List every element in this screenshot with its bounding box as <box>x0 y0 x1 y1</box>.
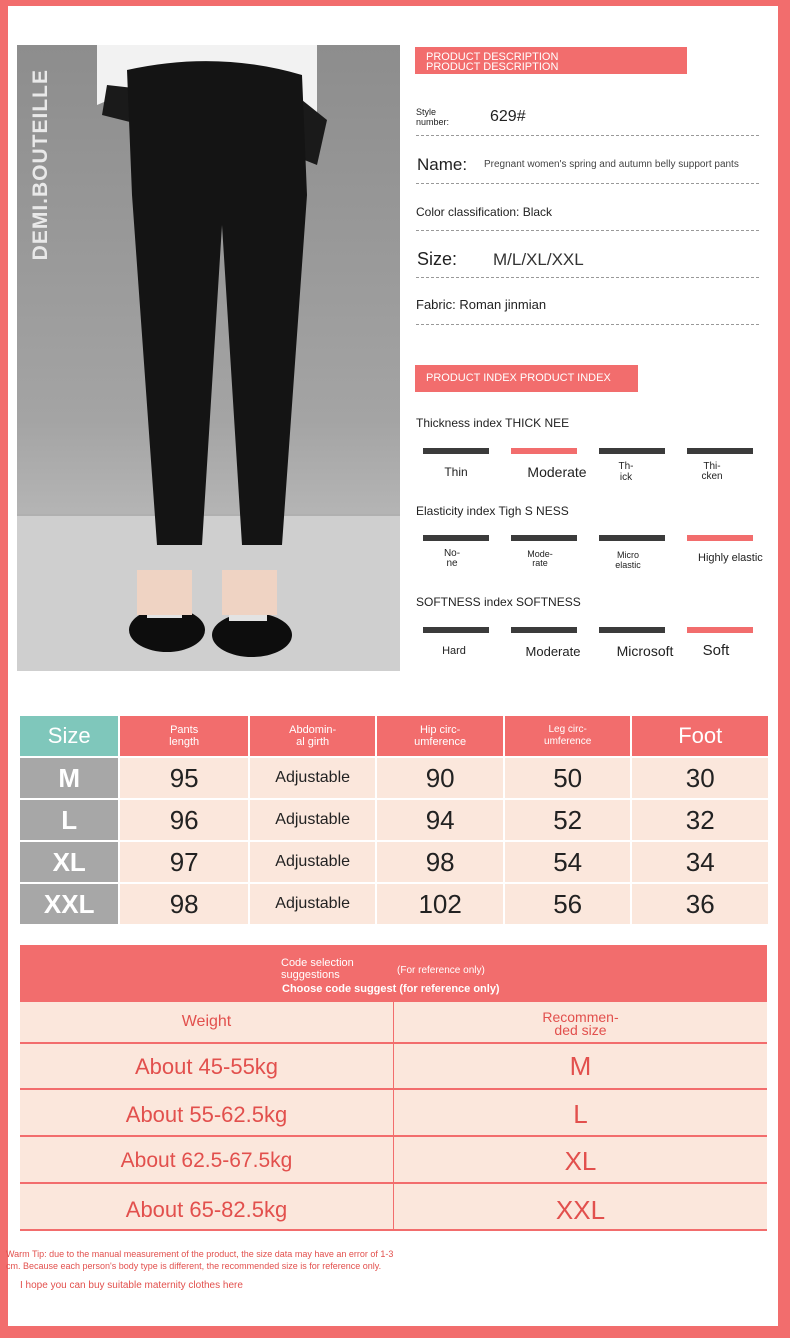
row-divider <box>20 1088 767 1090</box>
recommended-size-cell: M <box>569 1051 592 1081</box>
thickness-bar-thin <box>423 448 489 454</box>
leg-cell: 50 <box>505 758 631 798</box>
elasticity-bar-micro <box>599 535 665 541</box>
recommended-size-cell: L <box>573 1099 588 1129</box>
name-value: Pregnant women's spring and autumn belly support pants <box>484 159 739 170</box>
size-row <box>416 240 759 278</box>
softness-label-microsoft: Microsoft <box>616 643 674 659</box>
abdominal-girth-cell: Adjustable <box>250 800 376 840</box>
elasticity-index-title: Elasticity index Tigh S NESS <box>416 504 569 518</box>
header-pants-length: Pants length <box>120 716 248 756</box>
size-value: M/L/XL/XXL <box>493 250 584 269</box>
elasticity-bar-high <box>687 535 753 541</box>
code-reference-note: (For reference only) <box>397 965 485 976</box>
row-divider <box>20 1229 767 1231</box>
name-label: Name: <box>417 155 468 174</box>
size-label: Size: <box>417 249 458 269</box>
thickness-label-thick: Th- ick <box>618 461 634 483</box>
thickness-label-moderate: Moderate <box>527 464 587 480</box>
elasticity-label-none: No- ne <box>443 548 461 569</box>
softness-label-soft: Soft <box>702 642 730 659</box>
size-cell: XXL <box>20 884 118 924</box>
brand-watermark: DEMI.BOUTEILLE <box>29 69 52 261</box>
row-divider <box>20 1042 767 1044</box>
code-suggestion-header <box>20 945 767 1002</box>
model-illustration <box>17 45 400 671</box>
closing-note: I hope you can buy suitable maternity clothes here <box>20 1280 243 1291</box>
header-foot: Foot <box>632 716 768 756</box>
color-row <box>416 196 759 231</box>
softness-label-moderate: Moderate <box>525 644 581 659</box>
table-row <box>20 842 768 882</box>
row-divider <box>20 1135 767 1137</box>
hip-cell: 102 <box>377 884 503 924</box>
abdominal-girth-cell: Adjustable <box>250 842 376 882</box>
foot-cell: 36 <box>632 884 768 924</box>
pants-length-cell: 95 <box>120 758 248 798</box>
foot-cell: 30 <box>632 758 768 798</box>
thickness-label-thicken: Thi- cken <box>701 461 723 482</box>
leg-cell: 52 <box>505 800 631 840</box>
fabric-value: Fabric: Roman jinmian <box>416 297 547 312</box>
color-classification: Color classification: Black <box>416 205 553 219</box>
code-subtitle: Choose code suggest (for reference only) <box>282 983 500 995</box>
weight-column-header: Weight <box>181 1013 232 1030</box>
size-cell: L <box>20 800 118 840</box>
header-abdominal-girth: Abdomin- al girth <box>250 716 376 756</box>
code-suggestion-table <box>20 945 767 1231</box>
softness-bar-microsoft <box>599 627 665 633</box>
style-number-row <box>416 100 759 136</box>
leg-cell: 56 <box>505 884 631 924</box>
size-cell: XL <box>20 842 118 882</box>
weight-cell: About 62.5-67.5kg <box>120 1149 293 1172</box>
style-label: Style number: <box>416 107 450 127</box>
row-divider <box>20 1182 767 1184</box>
fabric-row <box>416 288 759 325</box>
size-table <box>18 714 770 926</box>
hip-cell: 90 <box>377 758 503 798</box>
softness-bar-moderate <box>511 627 577 633</box>
thickness-bar-moderate <box>511 448 577 454</box>
warm-tip: Warm Tip: due to the manual measurement of the product, the size data may have an error of 1-3 cm. Because each person's body type is different, the recommended size is for reference only. <box>6 1249 394 1271</box>
thickness-bar-thick <box>599 448 665 454</box>
weight-cell: About 45-55kg <box>134 1054 279 1079</box>
style-number-value: 629# <box>490 108 526 125</box>
abdominal-girth-cell: Adjustable <box>250 884 376 924</box>
hip-cell: 94 <box>377 800 503 840</box>
pants-length-cell: 98 <box>120 884 248 924</box>
table-row <box>20 800 768 840</box>
code-title: Code selection suggestions <box>281 957 354 981</box>
table-row <box>20 884 768 924</box>
hip-cell: 98 <box>377 842 503 882</box>
elasticity-label-micro: Micro elastic <box>615 550 641 570</box>
name-row <box>416 146 759 184</box>
pants-length-cell: 97 <box>120 842 248 882</box>
recommended-size-column-header: Recommen- ded size <box>542 1009 619 1038</box>
softness-bar-hard <box>423 627 489 633</box>
weight-cell: About 55-62.5kg <box>125 1102 288 1127</box>
header-leg-circumference: Leg circ- umference <box>505 716 631 756</box>
recommended-size-cell: XXL <box>555 1195 606 1225</box>
thickness-label-thin: Thin <box>444 465 468 479</box>
header-hip-circumference: Hip circ- umference <box>377 716 503 756</box>
product-index-banner: PRODUCT INDEX PRODUCT INDEX <box>415 365 638 392</box>
abdominal-girth-cell: Adjustable <box>250 758 376 798</box>
thickness-index-title: Thickness index THICK NEE <box>416 416 570 430</box>
softness-label-hard: Hard <box>442 645 466 657</box>
size-table-header <box>20 716 768 756</box>
recommended-size-cell: XL <box>564 1146 597 1176</box>
softness-index-title: SOFTNESS index SOFTNESS <box>416 595 581 609</box>
pants-length-cell: 96 <box>120 800 248 840</box>
leg-cell: 54 <box>505 842 631 882</box>
elasticity-label-moderate: Mode- rate <box>527 549 553 568</box>
header-size: Size <box>20 716 118 756</box>
foot-cell: 34 <box>632 842 768 882</box>
elasticity-label-high: Highly elastic <box>698 552 763 564</box>
size-cell: M <box>20 758 118 798</box>
product-description-banner: PRODUCT DESCRIPTION PRODUCT DESCRIPTION <box>415 47 687 74</box>
weight-cell: About 65-82.5kg <box>125 1197 288 1222</box>
thickness-bar-thicken <box>687 448 753 454</box>
softness-bar-soft <box>687 627 753 633</box>
foot-cell: 32 <box>632 800 768 840</box>
table-row <box>20 758 768 798</box>
elasticity-bar-none <box>423 535 489 541</box>
elasticity-bar-moderate <box>511 535 577 541</box>
product-photo <box>17 45 400 671</box>
